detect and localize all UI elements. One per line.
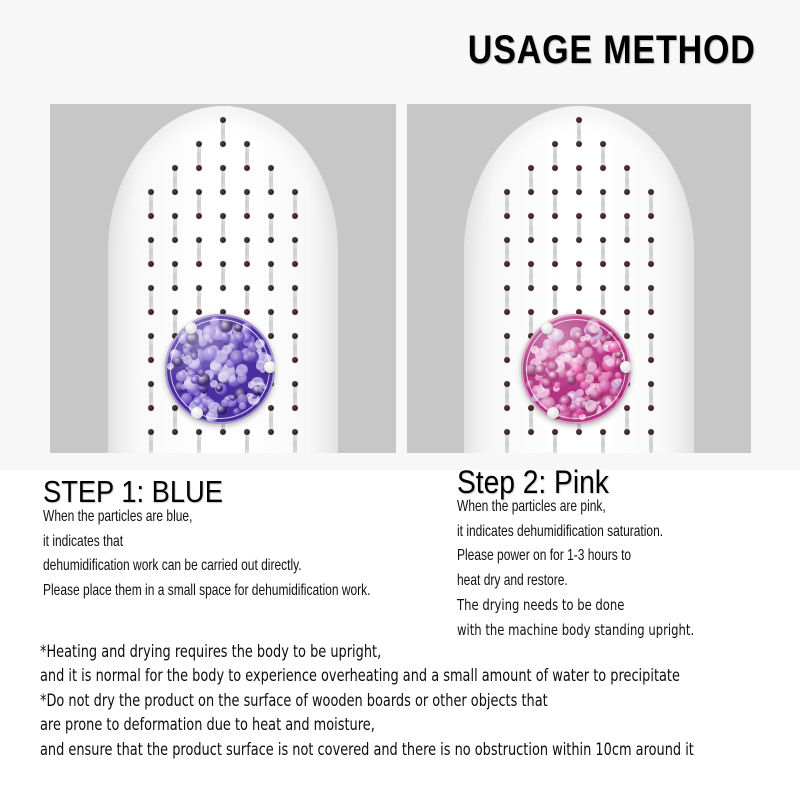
vent-hole (576, 237, 582, 243)
particle-bead (216, 385, 223, 392)
product-image-pink (407, 104, 751, 453)
vent-hole (268, 333, 274, 339)
particle-bead (234, 323, 243, 332)
vent-hole (292, 381, 298, 387)
vent-hole (648, 213, 654, 219)
vent-hole (148, 309, 154, 315)
vent-hole (624, 333, 630, 339)
vent-hole (244, 213, 250, 219)
vent-hole (528, 309, 534, 315)
vent-hole (624, 165, 630, 171)
particle-bead (203, 347, 217, 361)
vent-hole (244, 165, 250, 171)
vent-hole (528, 405, 534, 411)
vent-hole (268, 165, 274, 171)
vent-hole (576, 429, 582, 435)
vent-hole (504, 189, 510, 195)
particle-bead (585, 374, 594, 383)
vent-slot (197, 432, 201, 453)
vent-hole (196, 213, 202, 219)
vent-hole (220, 429, 226, 435)
vent-hole (244, 309, 250, 315)
particle-bead (210, 317, 220, 327)
vent-hole (148, 189, 154, 195)
particle-bead (606, 335, 612, 341)
vent-hole (504, 381, 510, 387)
particle-bead (576, 373, 585, 382)
vent-slot (553, 432, 557, 453)
vent-hole (196, 285, 202, 291)
vent-hole (552, 165, 558, 171)
particle-bead (262, 385, 269, 392)
vent-hole (172, 237, 178, 243)
dehumidifier-device-pink (464, 106, 694, 453)
particle-bead (186, 332, 198, 344)
vent-hole (648, 285, 654, 291)
vent-hole (172, 165, 178, 171)
vent-hole (268, 189, 274, 195)
vent-hole (504, 261, 510, 267)
vent-slot (245, 432, 249, 453)
text-line: are prone to deformation due to heat and moisture, (40, 715, 375, 736)
vent-hole (576, 285, 582, 291)
particle-bead (608, 341, 621, 354)
vent-hole (172, 405, 178, 411)
vent-hole (528, 189, 534, 195)
vent-hole (172, 213, 178, 219)
text-line: *Heating and drying requires the body to be upright, (40, 642, 382, 662)
vent-hole (148, 213, 154, 219)
vent-hole (624, 405, 630, 411)
vent-hole (148, 357, 154, 363)
vent-hole (292, 189, 298, 195)
particle-bead (239, 402, 247, 410)
vent-hole (648, 357, 654, 363)
vent-hole (528, 165, 534, 171)
vent-hole (220, 165, 226, 171)
particle-bead (193, 397, 202, 406)
vent-hole (244, 261, 250, 267)
dehumidifier-device-blue (108, 106, 338, 453)
vent-hole (576, 141, 582, 147)
vent-hole (624, 213, 630, 219)
vent-hole (528, 429, 534, 435)
screw-icon (620, 361, 631, 373)
vent-hole (504, 405, 510, 411)
vent-hole (220, 117, 226, 123)
vent-hole (504, 237, 510, 243)
vent-hole (504, 285, 510, 291)
vent-hole (552, 285, 558, 291)
text-line: and ensure that the product surface is not covered and there is no obstruction within 10cm around it (40, 739, 694, 760)
particle-bead (554, 382, 561, 389)
particle-bead (183, 348, 189, 354)
vent-hole (292, 237, 298, 243)
vent-hole (600, 261, 606, 267)
text-line: The drying needs to be done (457, 596, 625, 614)
vent-hole (600, 141, 606, 147)
usage-notes (40, 640, 800, 762)
vent-hole (148, 429, 154, 435)
particle-bead (542, 378, 553, 389)
particle-bead (220, 321, 232, 333)
vent-hole (172, 261, 178, 267)
text-line: When the particles are blue, (43, 508, 193, 525)
vent-hole (504, 213, 510, 219)
vent-hole (292, 213, 298, 219)
particle-bead (173, 357, 184, 368)
vent-hole (552, 189, 558, 195)
vent-hole (600, 285, 606, 291)
vent-hole (648, 309, 654, 315)
vent-hole (148, 381, 154, 387)
vent-hole (196, 429, 202, 435)
particle-bead (551, 329, 564, 342)
particle-bead (218, 371, 229, 382)
vent-hole (576, 165, 582, 171)
step-2-section (457, 464, 695, 639)
vent-hole (648, 189, 654, 195)
step-1-text (43, 505, 480, 603)
page-title: USAGE METHOD (468, 28, 756, 72)
vent-hole (504, 429, 510, 435)
vent-hole (244, 189, 250, 195)
vent-hole (172, 189, 178, 195)
vent-hole (600, 429, 606, 435)
vent-hole (648, 261, 654, 267)
vent-hole (600, 213, 606, 219)
vent-hole (268, 429, 274, 435)
vent-hole (148, 405, 154, 411)
step-2-heading: Step 2: Pink (457, 464, 609, 500)
vent-hole (268, 213, 274, 219)
particle-bead (605, 399, 612, 406)
vent-hole (220, 285, 226, 291)
text-line: When the particles are pink, (457, 498, 606, 515)
vent-hole (504, 357, 510, 363)
vent-hole (220, 261, 226, 267)
vent-hole (552, 237, 558, 243)
vent-hole (196, 189, 202, 195)
particle-bead (582, 347, 593, 358)
particle-bead (222, 345, 232, 355)
vent-hole (196, 165, 202, 171)
text-line: it indicates that (43, 532, 124, 550)
text-line: Please power on for 1-3 hours to (457, 547, 632, 564)
vent-hole (268, 309, 274, 315)
step-1-heading: STEP 1: BLUE (43, 474, 223, 509)
vent-hole (648, 381, 654, 387)
vent-hole (220, 237, 226, 243)
vent-hole (268, 405, 274, 411)
vent-hole (648, 333, 654, 339)
screw-icon (264, 361, 275, 373)
particle-window (521, 314, 631, 424)
vent-hole (292, 261, 298, 267)
vent-hole (576, 189, 582, 195)
vent-hole (148, 261, 154, 267)
particle-bead (562, 343, 571, 352)
vent-hole (292, 405, 298, 411)
vent-hole (196, 237, 202, 243)
vent-hole (148, 237, 154, 243)
vent-hole (268, 261, 274, 267)
particle-bead (579, 414, 585, 420)
particle-bead (243, 354, 250, 361)
particle-bead (221, 333, 227, 339)
vent-hole (244, 237, 250, 243)
text-line: heat dry and restore. (457, 571, 568, 589)
vent-hole (244, 429, 250, 435)
particle-bead (191, 353, 198, 360)
vent-hole (600, 309, 606, 315)
vent-hole (292, 429, 298, 435)
particle-window (165, 314, 275, 424)
vent-slot (601, 432, 605, 453)
vent-hole (292, 357, 298, 363)
particle-bead (575, 401, 582, 408)
vent-hole (648, 405, 654, 411)
vent-hole (504, 333, 510, 339)
vent-hole (528, 285, 534, 291)
vent-hole (268, 237, 274, 243)
vent-hole (196, 261, 202, 267)
vent-hole (576, 261, 582, 267)
vent-hole (624, 261, 630, 267)
particle-bead (590, 323, 601, 334)
vent-hole (268, 285, 274, 291)
text-line: dehumidification work can be carried out directly. (43, 557, 302, 574)
vent-hole (528, 213, 534, 219)
vent-hole (528, 237, 534, 243)
vent-hole (552, 309, 558, 315)
step-1-section (43, 474, 371, 599)
vent-hole (624, 189, 630, 195)
vent-slot (293, 432, 297, 453)
screw-icon (191, 407, 203, 419)
vent-hole (552, 429, 558, 435)
text-line: with the machine body standing upright. (457, 620, 695, 639)
vent-hole (624, 309, 630, 315)
particle-bead (615, 372, 621, 378)
vent-slot (649, 432, 653, 453)
vent-hole (552, 261, 558, 267)
vent-hole (552, 141, 558, 147)
screw-icon (547, 407, 559, 419)
vent-hole (148, 285, 154, 291)
particle-bead (587, 362, 597, 372)
vent-hole (220, 213, 226, 219)
vent-hole (624, 237, 630, 243)
particle-bead (237, 373, 248, 384)
particle-bead (255, 339, 265, 349)
vent-hole (504, 309, 510, 315)
vent-hole (600, 165, 606, 171)
vent-hole (220, 141, 226, 147)
vent-hole (576, 213, 582, 219)
vent-hole (624, 429, 630, 435)
product-image-blue (50, 104, 396, 453)
vent-hole (576, 117, 582, 123)
vent-hole (648, 237, 654, 243)
vent-hole (648, 429, 654, 435)
vent-hole (528, 261, 534, 267)
vent-hole (172, 309, 178, 315)
vent-hole (624, 285, 630, 291)
vent-hole (196, 309, 202, 315)
particle-bead (191, 376, 199, 384)
vent-hole (600, 189, 606, 195)
vent-hole (600, 237, 606, 243)
vent-hole (148, 333, 154, 339)
vent-hole (196, 141, 202, 147)
particle-bead (587, 387, 595, 395)
vent-hole (292, 285, 298, 291)
particle-bead (571, 363, 582, 374)
text-line: *Do not dry the product on the surface of wooden boards or other objects that (40, 690, 548, 711)
vent-hole (292, 333, 298, 339)
vent-slot (149, 432, 153, 453)
text-line: it indicates dehumidification saturation. (457, 522, 664, 540)
vent-hole (244, 285, 250, 291)
vent-hole (292, 309, 298, 315)
vent-hole (244, 141, 250, 147)
text-line: Please place them in a small space for dehumidification work. (43, 581, 371, 599)
particle-bead (198, 369, 206, 377)
particle-bead (596, 387, 603, 394)
particle-bead (611, 379, 621, 389)
vent-slot (505, 432, 509, 453)
vent-hole (552, 213, 558, 219)
vent-hole (172, 429, 178, 435)
vent-hole (172, 285, 178, 291)
vent-hole (220, 189, 226, 195)
step-2-text (457, 495, 773, 642)
text-line: and it is normal for the body to experience overheating and a small amount of water to precipitate (40, 666, 680, 687)
